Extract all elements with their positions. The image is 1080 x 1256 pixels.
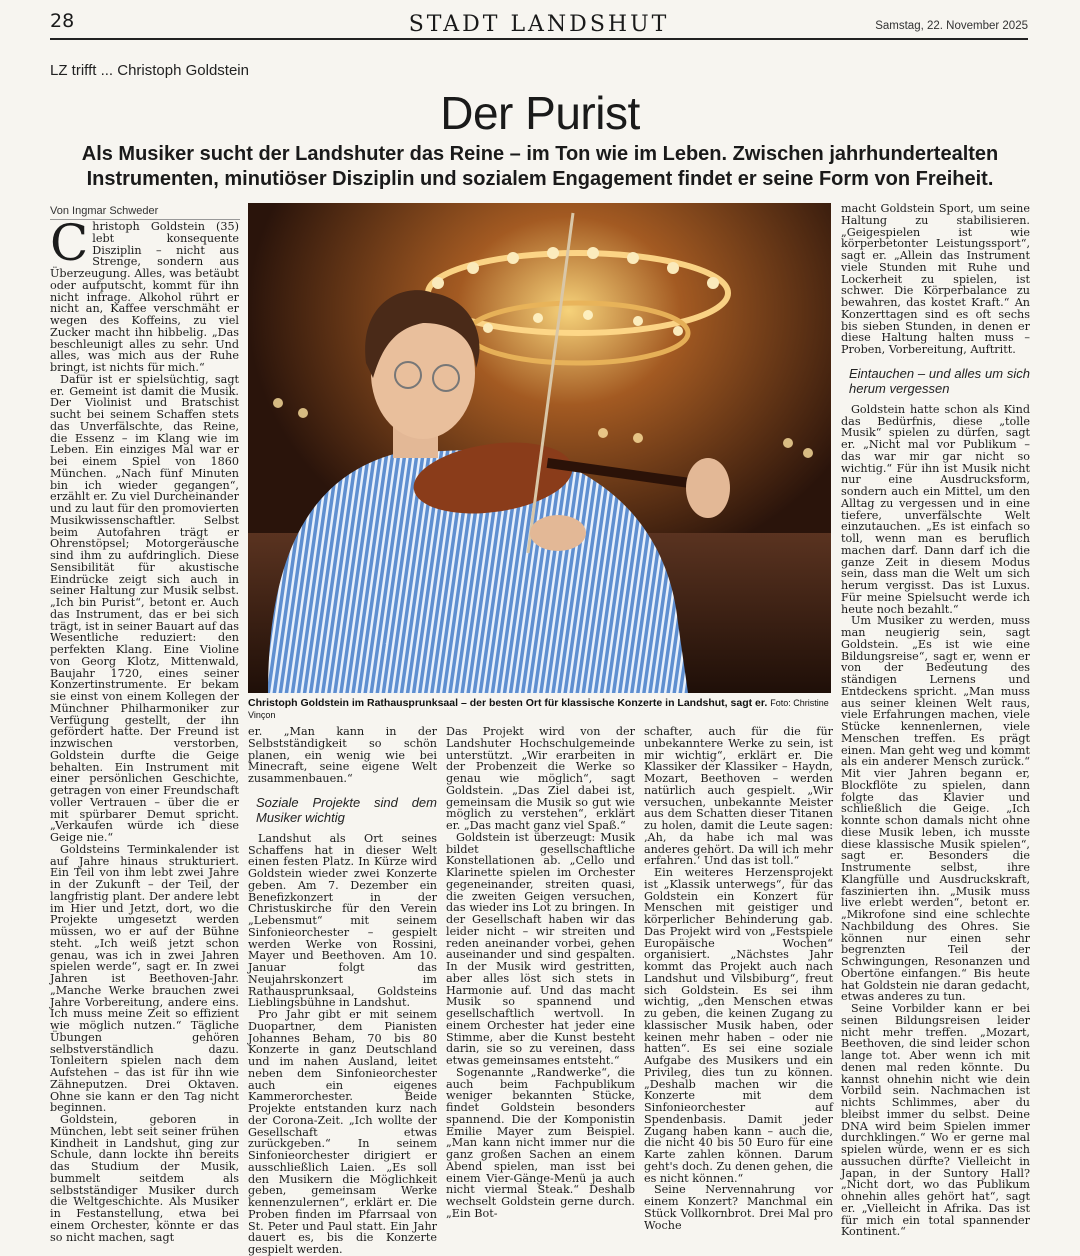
column-5 [841,202,1030,1239]
paragraph: Goldstein ist überzeugt: Musik bildet gesellschaftliche Konstellationen ab. „Cello und Klarinette spielen im Orchester gegeneinander, streiten quasi, die zweiten Geigen versuchen, das wieder ins Lot zu bringen. In der Gesellschaft haben wir das leider nicht – wir streiten und reden aneinander vorbei, gehen auseinander und sind gespalten. In der Musik wird gestritten, aber alles löst sich stets in Harmonie auf. Und das macht Musik so spannend und gesellschaftlich wertvoll. In einem Orchester hat jeder eine Stimme, aber die Kunst besteht darin, sie so zu vereinen, dass etwas gemeinsames entsteht.“ [446,830,635,1067]
paragraph: schafter, auch für die für unbekanntere Werke zu sein, ist mir wichtig“, erklärt er. Die Klassiker der Klassiker – Haydn, Mozart, Beethoven – werden natürlich auch gespielt. „Wir versuchen, unbekannte Meister aus dem Schatten dieser Titanen zu holen, damit die Leute sagen: ‚Ah, da habe ich mal was anderes gehört. Da will ich mehr erfahren.‘ Und das ist toll.“ [644,725,833,868]
paragraph: Ein weiteres Herzensprojekt ist „Klassik unterwegs“, für das Goldstein ein Konzert für Menschen mit geistiger und körperlicher Behinderung gab. Das Projekt wird von „Festspiele Europäische Wochen“ organisiert. „Nächstes Jahr kommt das Projekt auch nach Landshut und Vilsbiburg“, freut sich Goldstein. Es sei ihm wichtig, „den Menschen etwas zu geben, die keinen Zugang zu klassischer Musik haben, oder keinen mehr haben – oder nie hatten“. Es sei eine soziale Aufgabe des Musikers und ein Privileg, dies tun zu können. „Deshalb machen wir die Konzerte mit dem Sinfonieorchester auf Spendenbasis. Damit jeder Zugang haben kann – auch die, die nicht 40 bis 50 Euro für eine Karte zahlen können. Darum geht's doch. Zu denen gehen, die es nicht können.“ [644,866,833,1185]
column-4 [644,725,833,1232]
article-subhead: Als Musiker sucht der Landshuter das Reine – im Ton wie im Leben. Zwischen jahrhundertealten Instrumenten, minutiöser Disziplin und sozialem Engagement findet er seine Form von Freiheit. [81,143,999,190]
paragraph: macht Goldstein Sport, um seine Haltung zu stabilisieren. „Geigespielen ist wie körperbetonter Leistungssport“, sagt er. „Allein das Instrument viele Stunden mit Ruhe und Lockerheit zu spielen, ist schwer. Die Körperbalance zu bewahren, das kostet Kraft.“ An Konzerttagen sind es oft sechs bis sieben Stunden, in denen er diese Haltung halten muss – Proben, Vorbereitung, Auftritt. [841,202,1030,356]
caption-text: Christoph Goldstein im Rathausprunksaal – der besten Ort für klassische Konzerte in Landshut, sagt er. [248,697,768,709]
paragraph: er. „Man kann in der Selbstständigkeit so schön planen, ein wenig wie bei Minecraft, seine eigene Welt zusammenbauen.“ [248,725,437,785]
paragraph: Um Musiker zu werden, muss man neugierig sein, sagt Goldstein. „Es ist wie eine Bildungsreise“, sagt er, wenn er von der Bedeutung des ständigen Lernens und Entdeckens spricht. „Man muss aus seiner kleinen Welt raus, viele Erfahrungen machen, viele Stücke kennenlernen, viele Menschen treffen. Es prägt einen. Man geht weg und kommt als ein anderer Mensch zurück.“ Mit vier Jahren begann er, Blockflöte zu spielen, dann folgte das Klavier und schließlich die Geige. „Ich konnte schon damals nicht ohne diese Musik leben, ich musste diese klassische Musik spielen“, sagt er. Besonders die Instrumente selbst, ihre Klangfülle und Ausdruckskraft, faszinierten ihn. „Musik muss live erlebt werden“, betont er. „Mikrofone sind eine schlechte Nachbildung des Ohres. Sie können nur einen sehr begrenzten Teil der Schwingungen, Resonanzen und Obertöne einfangen.“ Bis heute hat Goldstein nie daran gedacht, etwas anderes zu tun. [841,614,1030,1004]
article-photo [248,203,831,693]
paragraph: Seine Vorbilder kann er bei seinen Bildungsreisen leider nicht mehr treffen. „Mozart, Beethoven, die sind leider schon lange tot. Aber wenn ich mit denen mal reden könnte. Du kannst ohnehin nicht wie dein Vorbild sein. Nachmachen ist nichts Schlimmes, aber du bleibst immer du selbst. Deine DNA wird beim Spielen immer durchklingen.“ Wo er gerne mal spielen würde, wenn er es sich aussuchen dürfte? Vielleicht in Japan, in der Suntory Hall? „Nicht dort, wo das Publikum ohnehin alles gehört hat“, sagt er. „Vielleicht in Afrika. Das ist für mich ein total spannender Kontinent.“ [841,1002,1030,1239]
crosshead: Soziale Projekte sind dem Musiker wichtig [256,794,437,825]
paragraph: Goldstein, geboren in München, lebt seit seiner frühen Kindheit in Landshut, ging zur Schule, dann lockte ihn bereits das Studium der Musik, bummelt seitdem als selbstständiger Musiker durch die Weltgeschichte. Als Musiker in Festanstellung, etwa bei einem Orchester, könnte er das so nicht machen, sagt [50,1113,239,1244]
article-kicker: LZ trifft ... Christoph Goldstein [50,62,249,79]
byline: Von Ingmar Schweder [50,205,240,220]
paragraph: Goldsteins Terminkalender ist auf Jahre hinaus strukturiert. Ein Teil von ihm lebt zwei Jahre in der Zukunft – der Teil, der langfristig plant. Der andere lebt im Hier und Jetzt, dort, wo die Projekte umgesetzt werden müssen, wo er auf der Bühne steht. „Ich weiß jetzt schon genau, was ich in zwei Jahren spielen werde“, sagt er. In zwei Jahren ist Beethoven-Jahr. „Manche Werke brauchen zwei Jahre Vorbereitung, andere eins. Ich muss meine Zeit so effizient wie möglich nutzen.“ Tägliche Übungen gehören selbstverständlich dazu. Tonleitern spielen nach dem Aufstehen – das ist für ihn wie Zähneputzen. Drei Oktaven. Ohne sie kann er den Tag nicht beginnen. [50,842,239,1115]
violinist-photo-illustration [248,203,831,693]
page-header [50,10,1028,40]
paragraph: Seine Nervennahrung vor einem Konzert? Manchmal ein Stück Vollkornbrot. Drei Mal pro Woche [644,1183,833,1232]
issue-date: Samstag, 22. November 2025 [875,20,1028,32]
paragraph [50,214,239,374]
paragraph: Landshut als Ort seines Schaffens hat in dieser Welt einen festen Platz. In Kürze wird Goldstein wieder zwei Konzerte geben. Am 7. Dezember ein Benefizkonzert in der Christuskirche für den Verein „Lebensmut“ mit seinem Sinfonieorchester – gespielt werden Werke von Rossini, Mayer und Beethoven. Am 10. Januar folgt das Neujahrskonzert im Rathausprunksaal, Goldsteins Lieblingsbühne in Landshut. [248,831,437,1010]
column-2 [248,725,437,1256]
dropcap: C [50,214,89,272]
column-1 [50,214,239,1244]
photo-credit: Foto: Christine Vinçon [248,698,829,720]
paragraph: Das Projekt wird von der Landshuter Hochschulgemeinde unterstützt. „Wir erarbeiten in der Probenzeit die Werke so genau wie möglich“, sagt Goldstein. „Das Ziel dabei ist, gemeinsam die Musik so gut wie möglich zu verstehen“, erklärt er. „Das macht ganz viel Spaß.“ [446,725,635,832]
paragraph: Pro Jahr gibt er mit seinem Duopartner, dem Pianisten Johannes Beham, 70 bis 80 Konzerte in ganz Deutschland und im nahen Ausland, leitet neben dem Sinfonieorchester auch ein eigenes Kammerorchester. Beide Projekte entstanden kurz nach der Corona-Zeit. „Ich wollte der Gesellschaft etwas zurückgeben.“ In seinem Sinfonieorchester dirigiert er ausschließlich Laien. „Es soll den Musikern die Möglichkeit geben, gemeinsam Werke kennenzulernen“, erklärt er. Die Proben finden im Pfarrsaal von St. Peter und Paul statt. Ein Jahr dauert es, bis die Konzerte gespielt werden. [248,1008,437,1256]
photo-caption [248,697,838,721]
article-headline: Der Purist [440,87,640,139]
page-number: 28 [50,10,75,32]
paragraph: Dafür ist er spielsüchtig, sagt er. Gemeint ist damit die Musik. Der Violinist und Bratschist sucht bei seinem Schaffen stets das Unverfälschte, das Reine, die Essenz – im Klang wie im Leben. Ein einziges Mal war er bei einem Spiel von 1860 München. „Nach fünf Minuten bin ich wieder gegangen“, erzählt er. Zu viel Durcheinander und zu laut für den promovierten Musikwissenschaftler. Selbst beim Autofahren trägt er Ohrenstöpsel; Motorgeräusche sind ihm zu aufdringlich. Diese Sensibilität für akustische Eindrücke zeigt sich auch in seiner Haltung zur Musik selbst. „Ich bin Purist“, betont er. Auch das Instrument, das er bei sich trägt, ist in seiner Bauart auf das Wesentliche reduziert: den perfekten Klang. Eine Violine von Georg Klotz, Mittenwald, Baujahr 1720, eines seiner Konzertinstrumente. Er bekam sie einst von einem Kollegen der Münchner Philharmoniker zur Verfügung gestellt, der ihn gefördert hatte. Der Freund ist inzwischen verstorben, Goldstein durfte die Geige behalten. Ein Instrument mit einer persönlichen Geschichte, getragen von einer Freundschaft voller Vertrauen – über die er mit spürbarer Demut spricht. „Verkaufen würde ich diese Geige nie.“ [50,372,239,844]
paragraph: Goldstein hatte schon als Kind das Bedürfnis, diese „tolle Musik“ spielen zu dürfen, sagt er. „Nicht mal vor Publikum – das war mir gar nicht so wichtig.“ Für ihn ist Musik nicht nur eine Ausdrucksform, sondern auch ein Mittel, um den Alltag zu vergessen und in eine tiefere, unverfälschte Welt einzutauchen. „Es ist einfach so toll, wenn man es beruflich machen darf. Dann darf ich die ganze Zeit in diesem Modus sein, dass man die Welt um sich herum vergisst. Das ist Luxus. Für meine Spielsucht werde ich heute noch bezahlt.“ [841,402,1030,616]
paragraph: Sogenannte „Randwerke“, die auch beim Fachpublikum weniger bekannten Stücke, findet Goldstein besonders spannend. Die der Komponistin Emilie Mayer zum Beispiel. „Man kann nicht immer nur die ganz großen Sachen an einem Abend spielen, man isst bei einem Vier-Gänge-Menü ja auch nicht viermal Steak.“ Deshalb wechselt Goldstein gerne durch. „Ein Bot- [446,1065,635,1220]
crosshead: Eintauchen – und alles um sich herum vergessen [849,365,1030,396]
paragraph-text: hristoph Goldstein (35) lebt konsequente Disziplin – nicht aus Strenge, sondern aus Überzeugung. Alles, was betäubt oder aufputscht, kommt für ihn nicht infrage. Alkohol rührt er nicht an, Kaffee verschmäht er wegen des Koffeins, zu viel Zucker macht ihn hibbelig. „Das beschleunigt alles zu sehr. Und alles, was mich aus der Ruhe bringt, ist nichts für mich.“ [50,220,239,374]
section-title: STADT LANDSHUT [408,12,670,37]
column-3 [446,725,635,1220]
